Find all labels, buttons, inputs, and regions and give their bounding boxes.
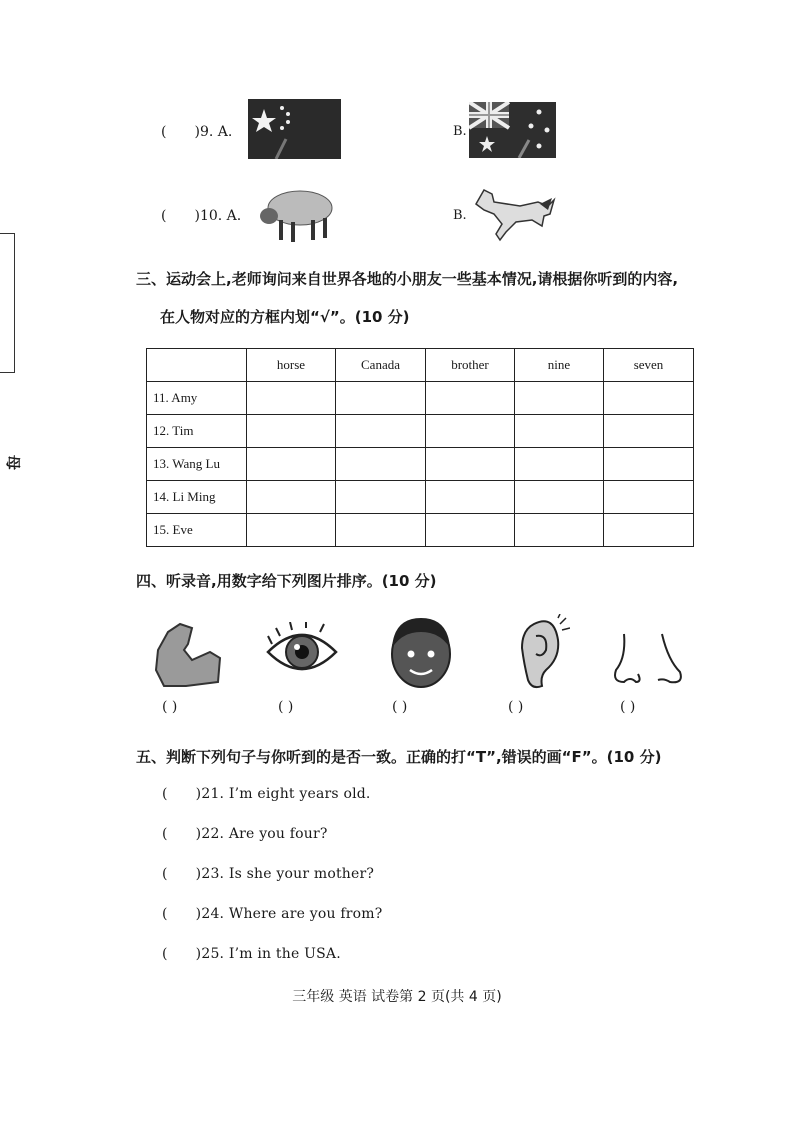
table-row [147,481,694,514]
grid-header-blank [147,349,247,382]
grid-cell[interactable] [426,448,515,481]
item-text: Are you four? [228,826,328,842]
list-item[interactable] [162,786,371,802]
item-paren: ( [162,826,168,842]
q9-option-a-label: A. [217,124,233,140]
grid-cell[interactable] [515,481,604,514]
section3-subtitle: 在人物对应的方框内划“√”。(10 分) [160,308,410,326]
q9-paren-close: ) [194,124,200,140]
grid-header-horse: horse [247,349,336,382]
grid-cell[interactable] [247,514,336,547]
grid-cell[interactable] [515,415,604,448]
grid-cell[interactable] [515,448,604,481]
order-blank-eye[interactable]: ( ) [278,699,294,715]
q9-paren-open: ( [161,124,167,140]
grid-cell[interactable] [604,481,694,514]
list-item[interactable] [162,946,341,962]
item-text: I’m eight years old. [228,786,371,802]
grid-cell[interactable] [336,514,426,547]
order-blank-nose[interactable]: ( ) [620,699,636,715]
order-blank-arm[interactable]: ( ) [162,699,178,715]
answer-grid-table [146,348,694,547]
item-number: )24. [195,906,225,922]
table-row [147,382,694,415]
order-blank-face[interactable]: ( ) [392,699,408,715]
table-row [147,448,694,481]
grid-cell[interactable] [247,382,336,415]
grid-cell[interactable] [426,481,515,514]
q10-paren-close: ) [194,208,200,224]
section3-title: 三、运动会上,老师询问来自世界各地的小朋友一些基本情况,请根据你听到的内容, [136,270,679,288]
grid-cell[interactable] [336,481,426,514]
side-margin-char: 母 [4,454,23,471]
nose-icon [606,632,686,688]
grid-cell[interactable] [604,382,694,415]
q10-answer-paren[interactable] [161,208,241,224]
eye-icon [266,622,338,684]
face-icon [386,614,456,690]
q10-paren-open: ( [161,208,167,224]
ear-icon [514,614,570,692]
list-item[interactable] [162,826,328,842]
item-text: I’m in the USA. [228,946,341,962]
item-text: Where are you from? [228,906,383,922]
q10-number: 10. [199,208,223,224]
item-paren: ( [162,866,168,882]
q10-option-b-label: B. [453,208,467,223]
q9-option-b-label: B. [453,124,467,139]
arm-icon [150,620,224,690]
grid-cell[interactable] [515,382,604,415]
section5-title: 五、判断下列句子与你听到的是否一致。正确的打“T”,错误的画“F”。(10 分) [136,748,662,766]
grid-header-brother: brother [426,349,515,382]
grid-cell[interactable] [247,481,336,514]
australia-flag-icon [469,102,556,158]
item-paren: ( [162,906,168,922]
q10-option-a-label: A. [226,208,242,224]
grid-cell[interactable] [604,448,694,481]
china-flag-icon [248,99,341,159]
order-blank-ear[interactable]: ( ) [508,699,524,715]
item-paren: ( [162,786,168,802]
binding-margin-line [0,233,15,373]
q9-answer-paren[interactable] [161,124,232,140]
horse-icon [470,184,556,244]
sheep-icon [255,182,339,244]
grid-cell[interactable] [336,448,426,481]
grid-cell[interactable] [426,514,515,547]
row-name-wang-lu: 13. Wang Lu [147,448,247,481]
row-name-amy: 11. Amy [147,382,247,415]
row-name-eve: 15. Eve [147,514,247,547]
grid-header-nine: nine [515,349,604,382]
row-name-tim: 12. Tim [147,415,247,448]
row-name-li-ming: 14. Li Ming [147,481,247,514]
grid-cell[interactable] [604,415,694,448]
list-item[interactable] [162,906,382,922]
table-row [147,415,694,448]
item-text: Is she your mother? [228,866,375,882]
grid-cell[interactable] [426,382,515,415]
list-item[interactable] [162,866,374,882]
grid-cell[interactable] [515,514,604,547]
grid-cell[interactable] [426,415,515,448]
page-footer: 三年级 英语 试卷第 2 页(共 4 页) [292,989,502,1005]
grid-cell[interactable] [247,448,336,481]
item-paren: ( [162,946,168,962]
grid-header-canada: Canada [336,349,426,382]
item-number: )23. [195,866,225,882]
section4-title: 四、听录音,用数字给下列图片排序。(10 分) [136,572,437,590]
grid-cell[interactable] [604,514,694,547]
grid-header-seven: seven [604,349,694,382]
grid-cell[interactable] [247,415,336,448]
table-row [147,514,694,547]
item-number: )25. [195,946,225,962]
q9-number: 9. [199,124,214,140]
grid-cell[interactable] [336,382,426,415]
grid-cell[interactable] [336,415,426,448]
item-number: )21. [195,786,225,802]
item-number: )22. [195,826,225,842]
